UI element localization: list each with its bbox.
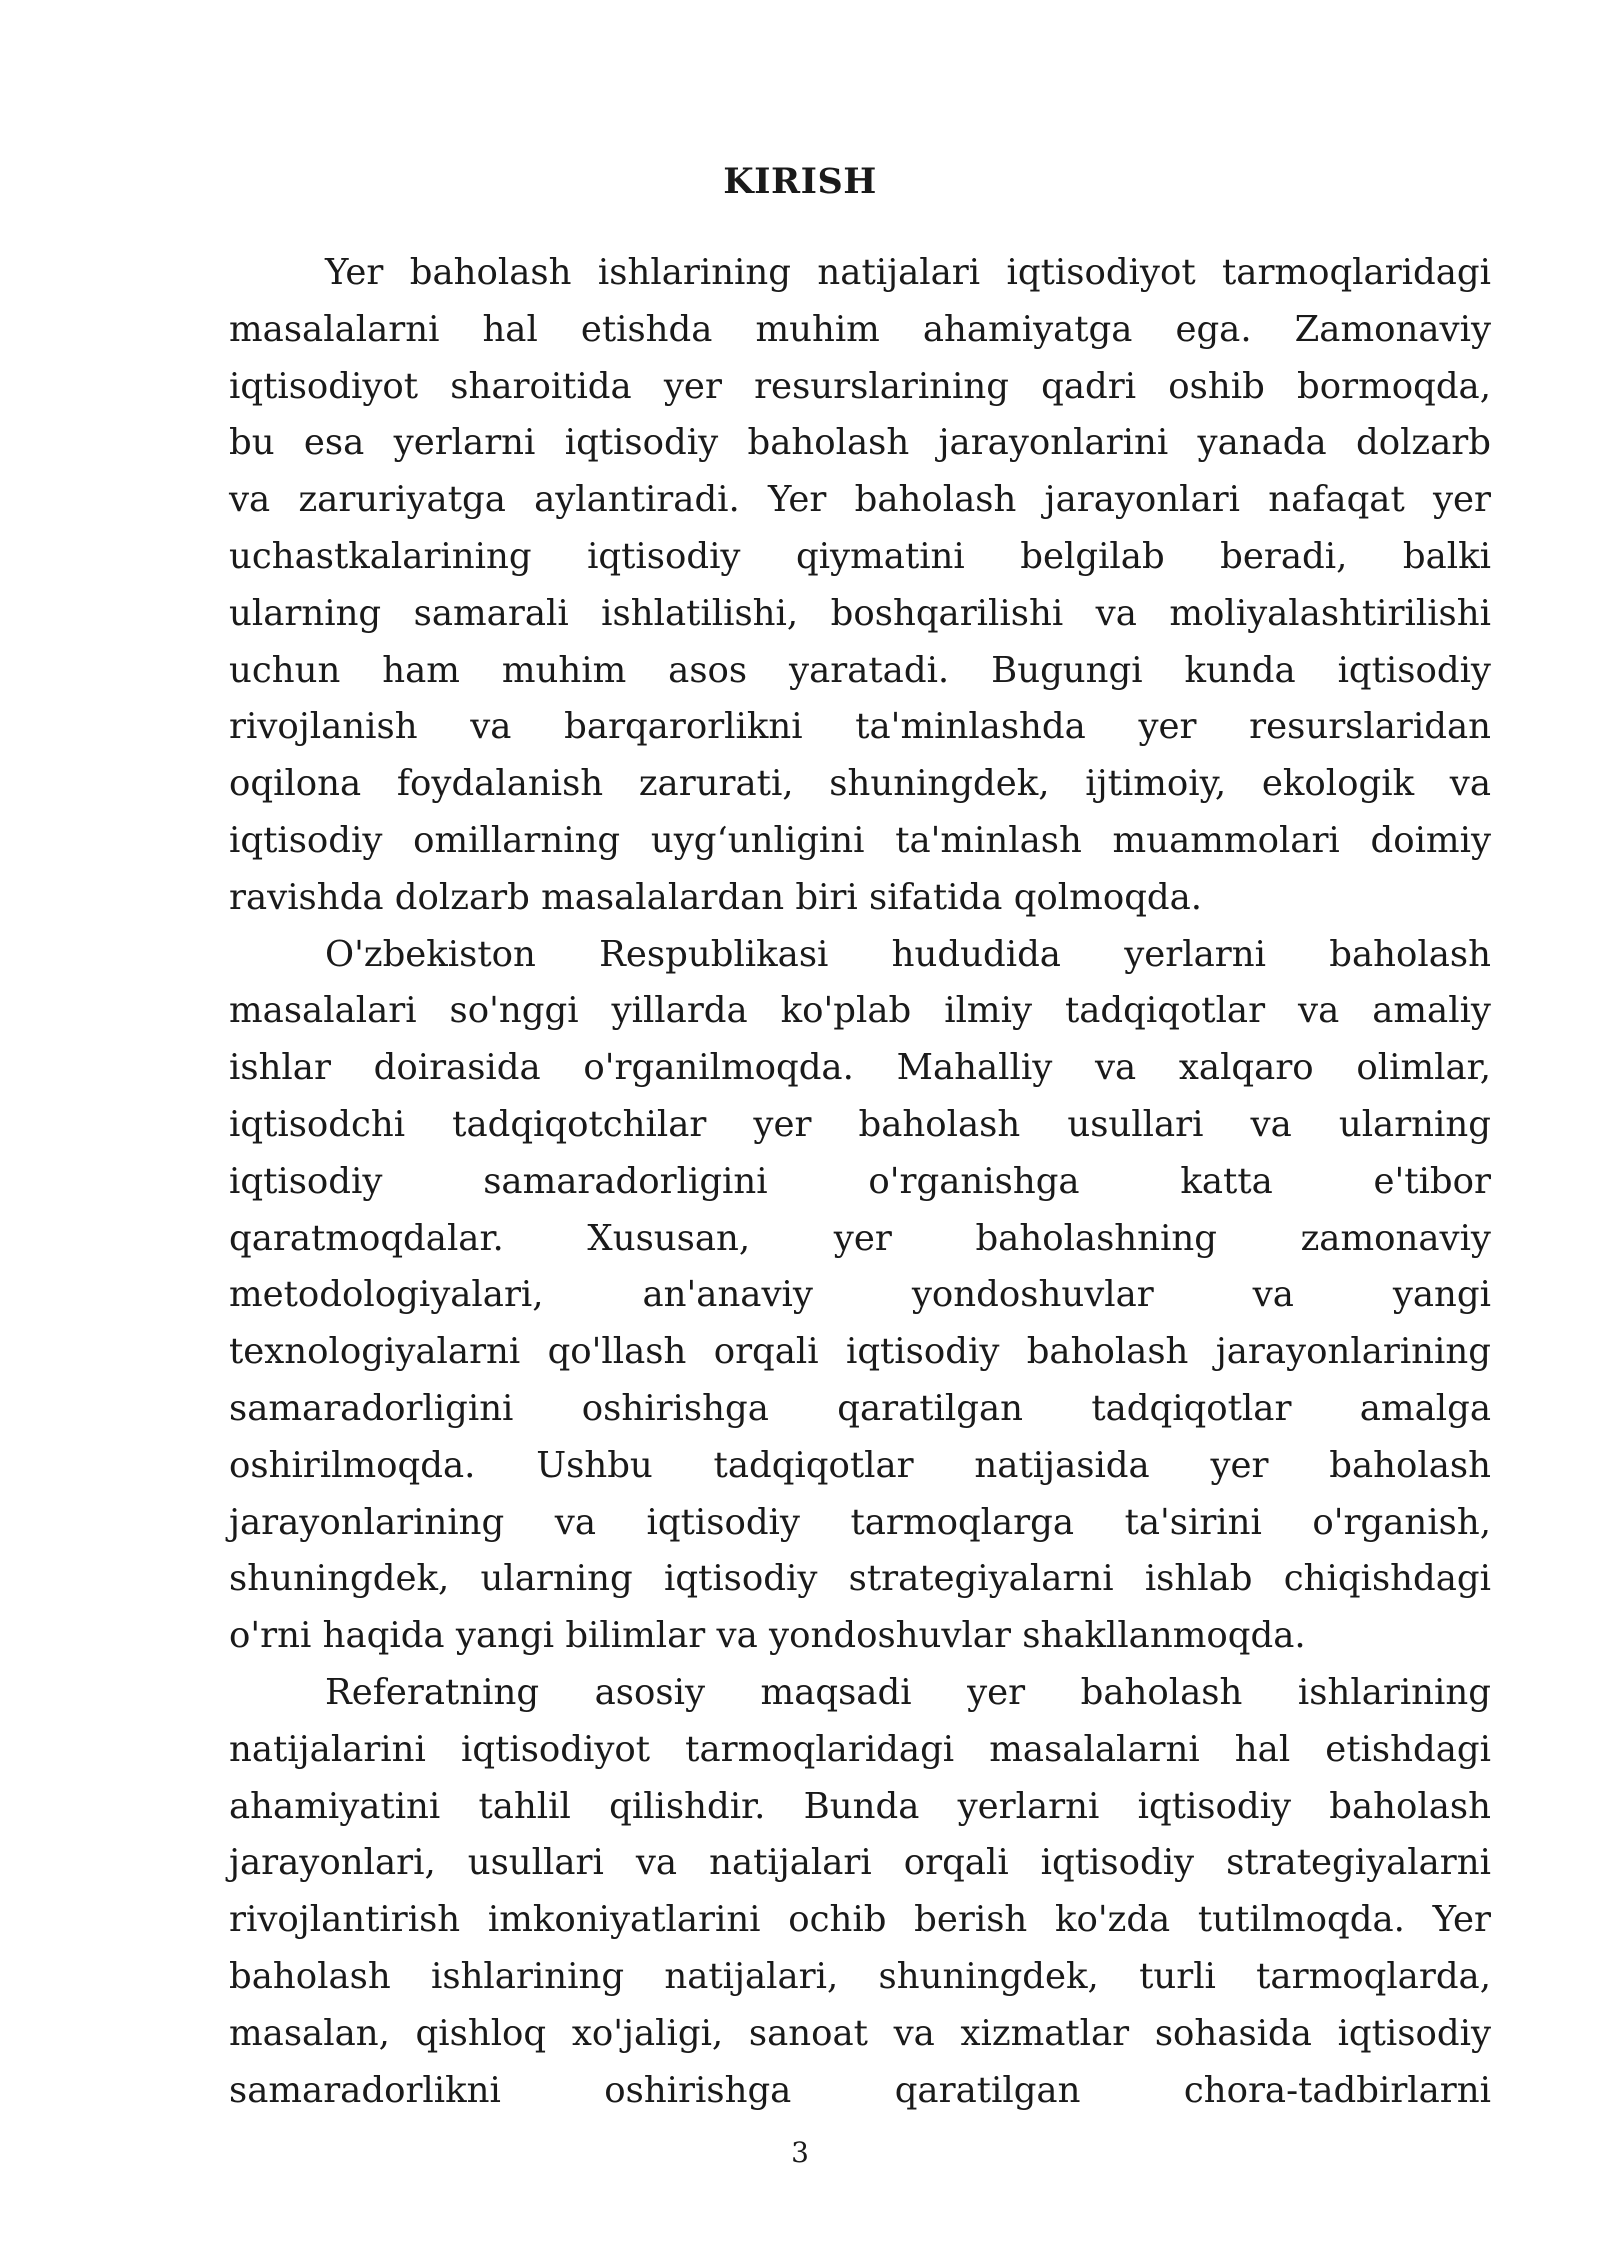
- text-line: metodologiyalari, an'anaviy yondoshuvlar va yangi: [229, 1274, 1491, 1316]
- page-number: 3: [791, 2136, 809, 2169]
- paragraph: [229, 927, 1491, 1665]
- text-line: oshirilmoqda. Ushbu tadqiqotlar natijasida yer baholash: [229, 1444, 1491, 1486]
- text-line: Yer baholash ishlarining natijalari iqtisodiyot tarmoqlaridagi: [325, 252, 1491, 293]
- text-line: iqtisodchi tadqiqotchilar yer baholash usullari va ularning: [229, 1103, 1491, 1145]
- body-text: [229, 245, 1491, 2119]
- paragraph: [229, 245, 1491, 927]
- text-line: iqtisodiyot sharoitida yer resurslarining qadri oshib bormoqda,: [229, 365, 1491, 407]
- text-line: qaratmoqdalar. Xususan, yer baholashning zamonaviy: [229, 1217, 1491, 1259]
- text-line: natijalarini iqtisodiyot tarmoqlaridagi masalalarni hal etishdagi: [229, 1728, 1491, 1770]
- text-line: oqilona foydalanish zarurati, shuningdek, ijtimoiy, ekologik va: [229, 763, 1491, 805]
- text-line: iqtisodiy omillarning uyg‘unligini ta'minlash muammolari doimiy: [229, 819, 1491, 861]
- text-line: masalalari so'nggi yillarda ko'plab ilmiy tadqiqotlar va amaliy: [229, 990, 1491, 1032]
- text-line: ahamiyatini tahlil qilishdir. Bunda yerlarni iqtisodiy baholash: [229, 1785, 1491, 1827]
- text-line: jarayonlarining va iqtisodiy tarmoqlarga ta'sirini o'rganish,: [229, 1501, 1491, 1543]
- text-line: Referatning asosiy maqsadi yer baholash ishlarining: [325, 1671, 1491, 1713]
- text-line: ravishda dolzarb masalalardan biri sifatida qolmoqda.: [229, 876, 1203, 918]
- text-line: o'rni haqida yangi bilimlar va yondoshuvlar shakllanmoqda.: [229, 1615, 1306, 1657]
- text-line: O'zbekiston Respublikasi hududida yerlarni baholash: [325, 933, 1491, 975]
- page-heading: KIRISH: [723, 161, 877, 202]
- text-line: masalan, qishloq xo'jaligi, sanoat va xizmatlar sohasida iqtisodiy: [229, 2012, 1491, 2054]
- text-line: va zaruriyatga aylantiradi. Yer baholash jarayonlari nafaqat yer: [229, 479, 1491, 521]
- text-line: ularning samarali ishlatilishi, boshqarilishi va moliyalashtirilishi: [229, 592, 1491, 634]
- text-line: masalalarni hal etishda muhim ahamiyatga ega. Zamonaviy: [229, 308, 1491, 350]
- text-line: rivojlantirish imkoniyatlarini ochib berish ko'zda tutilmoqda. Yer: [229, 1899, 1491, 1941]
- text-line: jarayonlari, usullari va natijalari orqali iqtisodiy strategiyalarni: [229, 1842, 1491, 1884]
- text-line: iqtisodiy samaradorligini o'rganishga katta e'tibor: [229, 1160, 1491, 1202]
- text-line: shuningdek, ularning iqtisodiy strategiyalarni ishlab chiqishdagi: [229, 1558, 1491, 1600]
- text-line: rivojlanish va barqarorlikni ta'minlashda yer resurslaridan: [229, 706, 1491, 748]
- text-line: bu esa yerlarni iqtisodiy baholash jarayonlarini yanada dolzarb: [229, 422, 1491, 464]
- text-line: baholash ishlarining natijalari, shuningdek, turli tarmoqlarda,: [229, 1955, 1491, 1997]
- text-line: ishlar doirasida o'rganilmoqda. Mahalliy va xalqaro olimlar,: [229, 1047, 1491, 1089]
- text-line: uchastkalarining iqtisodiy qiymatini belgilab beradi, balki: [229, 535, 1491, 577]
- text-line: samaradorlikni oshirishga qaratilgan chora-tadbirlarni: [229, 2069, 1491, 2111]
- paragraph: [229, 1665, 1491, 2119]
- text-line: texnologiyalarni qo'llash orqali iqtisodiy baholash jarayonlarining: [229, 1331, 1491, 1373]
- text-line: samaradorligini oshirishga qaratilgan tadqiqotlar amalga: [229, 1387, 1491, 1429]
- text-line: uchun ham muhim asos yaratadi. Bugungi kunda iqtisodiy: [229, 649, 1491, 691]
